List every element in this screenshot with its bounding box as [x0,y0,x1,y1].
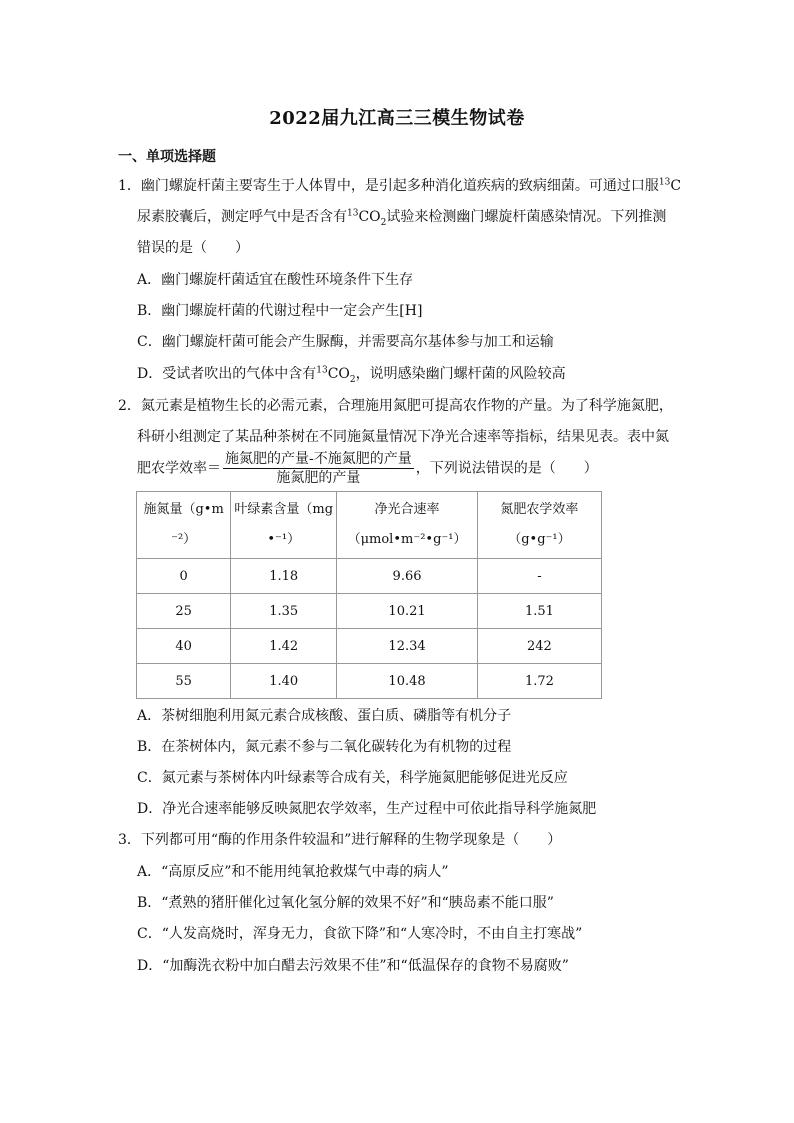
table-header-cell [137,492,231,559]
q2-stem-line2: 科研小组测定了某品种茶树在不同施氮量情况下净光合速率等指标，结果见表。表中氮 [137,429,669,445]
table-row [137,629,602,664]
q1-stem-line3: 错误的是（ ） [137,240,249,256]
q1-option-d-sup: 13 [316,365,328,376]
table-row [137,664,602,699]
q1-isotope-sup: 13 [658,177,671,188]
table-header-cell [477,492,601,559]
header-line: •⁻¹） [267,532,301,547]
q3-stem: 3．下列都可用“酶的作用条件较温和”进行解释的生物学现象是（ ） [118,832,562,848]
q2-option-b: B．在茶树体内，氮元素不参与二氧化碳转化为有机物的过程 [137,739,512,755]
q3-option-a: A．“高原反应”和不能用纯氧抢救煤气中毒的病人” [137,864,449,880]
table-cell: 12.34 [337,629,478,664]
q1-carbon: C [670,178,682,194]
table-cell: 10.48 [337,664,478,699]
q2-option-c: C．氮元素与茶树体内叶绿素等合成有关，科学施氮肥能够促进光反应 [137,770,568,786]
table-row [137,594,602,629]
header-line: （g•g⁻¹） [508,532,571,547]
q2-stem-line3 [137,450,598,487]
q2-fraction-denominator: 施氮肥的产量 [276,470,361,486]
q1-stem-line2-pre: 尿素胶囊后，测定呼气中是否含有 [137,209,347,225]
q1-option-d-co: CO [327,366,350,382]
q1-co: CO [358,209,381,225]
table-header-cell [337,492,478,559]
table-header-cell [231,492,337,559]
table-cell: 1.40 [231,664,337,699]
table-cell: 10.21 [337,594,478,629]
q1-isotope-sup-2: 13 [347,208,359,219]
table-cell: 1.42 [231,629,337,664]
q2-efficiency-fraction [223,450,414,487]
q1-stem-line2 [137,207,666,227]
header-line: ⁻²） [171,532,197,547]
q1-stem-line1-text: 1．幽门螺旋杆菌主要寄生于人体胃中，是引起多种消化道疾病的致病细菌。可通过口服 [118,178,659,194]
header-line: （μmol•m⁻²•g⁻¹） [347,532,467,547]
table-cell: 25 [137,594,231,629]
q2-stem-line3-post: ，下列说法错误的是（ ） [415,460,598,477]
header-line: 施氮量（g•m [143,502,224,517]
q2-option-d: D．净光合速率能够反映氮肥农学效率，生产过程中可依此指导科学施氮肥 [137,801,597,817]
q3-option-c: C．“人发高烧时，浑身无力，食欲下降”和“人寒冷时，不由自主打寒战” [137,926,583,942]
q2-stem-line1: 2．氮元素是植物生长的必需元素，合理施用氮肥可提高农作物的产量。为了科学施氮肥， [118,398,673,414]
table-cell: 9.66 [337,559,478,594]
table-cell: 1.51 [477,594,601,629]
section-heading: 一、单项选择题 [118,149,216,165]
q1-stem-line1 [118,176,681,196]
table-cell: 55 [137,664,231,699]
table-cell: 1.18 [231,559,337,594]
table-cell: - [477,559,601,594]
header-line: 叶绿素含量（mg [234,502,334,517]
table-row [137,559,602,594]
table-cell: 40 [137,629,231,664]
table-cell: 1.35 [231,594,337,629]
q2-option-a: A．茶树细胞利用氮元素合成核酸、蛋白质、磷脂等有机分子 [137,708,512,724]
header-line: 净光合速率 [374,502,440,517]
q3-option-d: D．“加酶洗衣粉中加白醋去污效果不佳”和“低温保存的食物不易腐败” [137,958,569,974]
q1-stem-line2-post: 试验来检测幽门螺旋杆菌感染情况。下列推测 [386,209,667,225]
q1-option-b: B．幽门螺旋杆菌的代谢过程中一定会产生[H] [137,303,423,319]
table-cell: 1.72 [477,664,601,699]
nitrogen-data-table [136,491,602,699]
table-header-row [137,492,602,559]
header-line: 氮肥农学效率 [500,502,579,517]
q1-option-d-post: ，说明感染幽门螺杆菌的风险较高 [355,366,566,382]
q2-efficiency-label: 肥农学效率＝ [137,460,221,477]
table-cell: 0 [137,559,231,594]
q1-option-c: C．幽门螺旋杆菌可能会产生脲酶，并需要高尔基体参与加工和运输 [137,334,554,350]
q3-option-b: B．“煮熟的猪肝催化过氧化氢分解的效果不好”和“胰岛素不能口服” [137,895,554,911]
q1-option-d-sub: 2 [349,374,356,385]
q1-option-a: A．幽门螺旋杆菌适宜在酸性环境条件下生存 [137,272,414,288]
page-title: 2022届九江高三三模生物试卷 [269,108,525,129]
q2-fraction-numerator: 施氮肥的产量-不施氮肥的产量 [225,451,412,467]
q1-co2-sub: 2 [380,217,387,228]
q1-option-d [137,364,566,384]
table-cell: 242 [477,629,601,664]
q1-option-d-pre: D．受试者吹出的气体中含有 [137,366,317,382]
